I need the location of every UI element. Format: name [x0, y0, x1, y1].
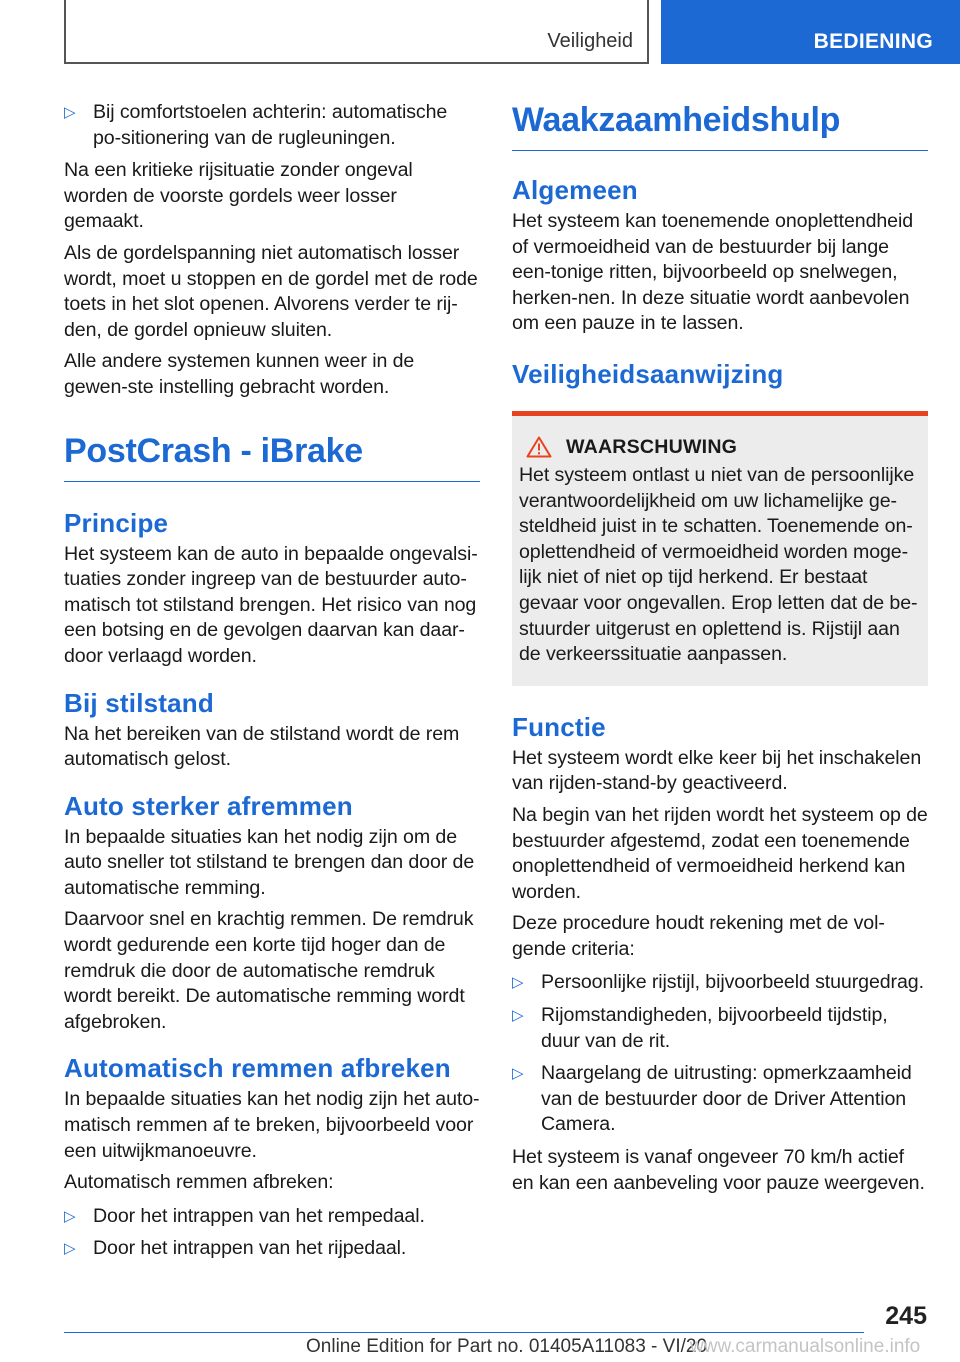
warning-triangle-icon: [526, 436, 552, 458]
footer-divider: [64, 1332, 864, 1333]
subheading-principe: Principe: [64, 507, 169, 538]
paragraph: Daarvoor snel en krachtig remmen. De remdruk wordt gedurende een korte tijd hoger dan de remdruk die door de automatische remdruk wordt bereikt. De automatische remming wordt afgebroken.: [64, 908, 474, 1033]
section-heading-waakzaamheidshulp: Waakzaamheidshulp: [512, 100, 928, 151]
paragraph: Deze procedure houdt rekening met de vol‐gende criteria:: [512, 912, 885, 960]
list-item: [64, 100, 480, 151]
triangle-right-icon: ▷: [64, 1240, 76, 1258]
paragraph: Het systeem kan de auto in bepaalde ongevalsi‐tuaties zonder ingreep van de bestuurder auto‐matisch tot stilstand brengen. Het risico van nog een botsing en de gevolgen daarvan kan daar‐door verlaagd worden.: [64, 542, 478, 667]
list-item: [512, 1061, 928, 1138]
warning-box: [512, 411, 928, 686]
list-item-text: Door het intrappen van het rijpedaal.: [93, 1237, 407, 1260]
subheading-auto-sterker-afremmen: Auto sterker afremmen: [64, 790, 353, 821]
list-item: [64, 1236, 480, 1262]
triangle-right-icon: ▷: [64, 1207, 76, 1225]
warning-header: [519, 436, 920, 459]
triangle-right-icon: ▷: [512, 1007, 524, 1025]
list-item-text: Naargelang de uitrusting: opmerkzaamheid van de bestuurder door de Driver Attention Camera.: [541, 1062, 912, 1136]
paragraph: Het systeem is vanaf ongeveer 70 km/h actief en kan een aanbeveling voor pauze weergeven.: [512, 1146, 925, 1194]
list-item: [512, 970, 928, 996]
subheading-bij-stilstand: Bij stilstand: [64, 687, 214, 718]
triangle-right-icon: ▷: [512, 974, 524, 992]
paragraph: Na het bereiken van de stilstand wordt de rem automatisch gelost.: [64, 722, 460, 771]
section-heading-postcrash: PostCrash - iBrake: [64, 431, 480, 482]
paragraph: Automatisch remmen afbreken:: [64, 1171, 334, 1194]
subheading-algemeen: Algemeen: [512, 175, 638, 205]
paragraph: Het systeem wordt elke keer bij het inschakelen van rijden-stand-by geactiveerd.: [512, 746, 922, 795]
header-section-title: Veiligheid: [547, 30, 633, 52]
paragraph: Het systeem kan toenemende onoplettendheid of vermoeidheid van de bestuurder bij lange een‐tonige ritten, bijvoorbeeld op snelwegen, herken‐nen. In deze situatie wordt aanbevolen om een pauze in te lassen.: [512, 210, 914, 335]
warning-title: WAARSCHUWING: [566, 435, 738, 458]
header-chapter-label: BEDIENING: [813, 30, 933, 53]
paragraph: In bepaalde situaties kan het nodig zijn om de auto sneller tot stilstand te brengen dan door de automatische remming.: [64, 825, 475, 899]
subheading-functie: Functie: [512, 711, 606, 742]
list-item-text: Persoonlijke rijstijl, bijvoorbeeld stuurgedrag.: [541, 971, 924, 994]
paragraph: Na begin van het rijden wordt het systeem op de bestuurder afgestemd, zodat een toenemende onoplettendheid of vermoeidheid herkend kan worden.: [512, 803, 928, 903]
header-chapter-tab: [661, 0, 960, 64]
triangle-right-icon: ▷: [64, 104, 76, 121]
list-item: [512, 1003, 928, 1054]
watermark-text: www.carmanualsonline.info: [690, 1336, 921, 1357]
triangle-right-icon: ▷: [512, 1065, 524, 1083]
paragraph: In bepaalde situaties kan het nodig zijn het auto‐matisch remmen af te breken, bijvoorbeeld voor een uitwijkmanoeuvre.: [64, 1088, 480, 1162]
right-column: [512, 100, 928, 1202]
list-item-text: Rijomstandigheden, bijvoorbeeld tijdstip, duur van de rit.: [541, 1004, 888, 1052]
paragraph: Na een kritieke rijsituatie zonder ongeval worden de voorste gordels weer losser gemaakt.: [64, 159, 413, 233]
footer-edition-text: Online Edition for Part no. 01405A11083 - VI/20: [306, 1336, 708, 1357]
list-item-text: Door het intrappen van het rempedaal.: [93, 1204, 425, 1227]
paragraph: Als de gordelspanning niet automatisch losser wordt, moet u stoppen en de gordel met de rode toets in het slot openen. Alvorens verder te rij‐den, de gordel opnieuw sluiten.: [64, 241, 478, 341]
left-column: [64, 100, 480, 1269]
list-item-text: Bij comfortstoelen achterin: automatische po‐sitionering van de rugleuningen.: [93, 101, 448, 149]
paragraph: Alle andere systemen kunnen weer in de gewen‐ste instelling gebracht worden.: [64, 350, 415, 398]
subheading-automatisch-remmen-afbreken: Automatisch remmen afbreken: [64, 1053, 451, 1084]
list-item: [64, 1204, 480, 1230]
header-section-box: [64, 0, 649, 64]
subheading-veiligheidsaanwijzing: Veiligheidsaanwijzing: [512, 358, 784, 389]
page-number: 245: [885, 1302, 927, 1330]
warning-text: Het systeem ontlast u niet van de persoonlijke verantwoordelijkheid om uw lichamelijke ge‐steldheid juist in te schatten. Toenemende on‐oplettendheid of vermoeidheid worden moge‐lijk niet of niet op tijd herkend. Er bestaat gevaar voor ongevallen. Erop letten dat de be‐stuurder uitgerust en oplettend is. Rijstijl aan de verkeerssituatie aanpassen.: [519, 463, 918, 666]
